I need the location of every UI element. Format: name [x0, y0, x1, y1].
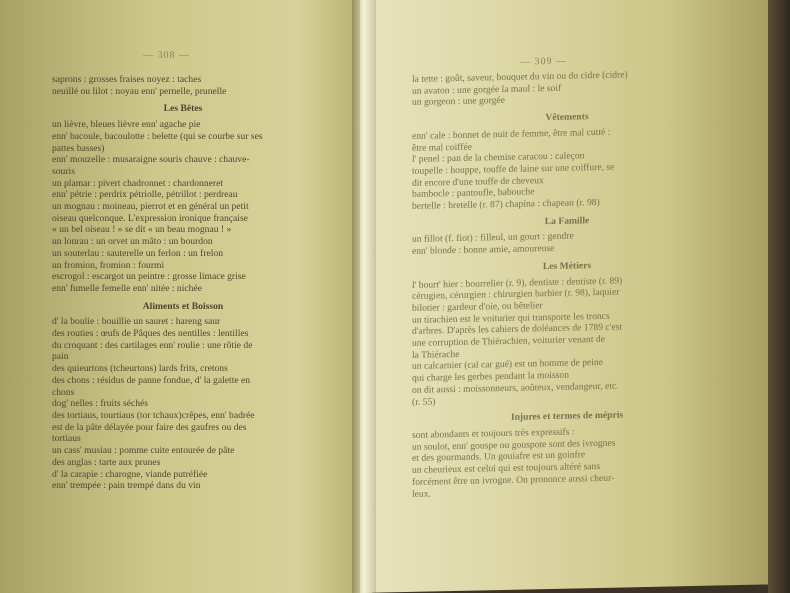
- text-line: l' bourt' hier : bourrelier (r. 9), dentiste : dentiste (r. 89): [412, 275, 623, 291]
- right-page-text: [412, 67, 722, 500]
- text-line: pattes basses): [52, 142, 105, 154]
- text-line: enn' trempée : pain trempé dans du vin: [52, 480, 201, 492]
- book-gutter: [352, 0, 376, 593]
- text-line: leux.: [412, 488, 431, 500]
- text-line: des tortiaus, tourtiaus (tor tchaux)crêpes, enn' badrée: [52, 409, 255, 421]
- text-line: un mognau : moineau, pierrot et en général un petit: [52, 201, 249, 213]
- text-line: un lonrau : un orvet un mâto : un bourdon: [52, 236, 213, 248]
- section-injures: [412, 423, 722, 500]
- section-metiers: [412, 273, 722, 408]
- text-line: tortiaus: [52, 433, 81, 445]
- text-line: enn' blonde : bonne amie, amoureuse: [412, 243, 555, 258]
- text-line: on dit aussi : moissonneurs, aoûteux, vendangeur, etc.: [412, 380, 619, 396]
- right-page-number: — 309 —: [520, 55, 567, 68]
- text-line: un souterlau : sauterelle un ferlon : un frelon: [52, 247, 224, 259]
- section-heading-metiers: Les Métiers: [542, 260, 592, 273]
- text-line: neuillé ou lilot : noyau enn' pernelle, prunelle: [52, 85, 227, 97]
- text-line: d' la carapie : charogne, viande putréfiée: [52, 468, 208, 480]
- section-aliments: [52, 316, 314, 492]
- text-line: dog' nelles : fruits séchés: [52, 398, 149, 410]
- text-line: la tette : goût, saveur, bouquet du vin ou du cidre (cidre): [412, 69, 628, 85]
- section-heading-aliments: Aliments et Boisson: [142, 300, 224, 312]
- text-line: un plamar : pivert chadronnet : chardonneret: [52, 177, 224, 189]
- text-line: pain: [52, 351, 69, 363]
- text-line: être mal coiffée: [412, 141, 473, 154]
- text-line: des anglas : tarte aux prunes: [52, 456, 161, 468]
- text-line: un fromion, fromion : fourmi: [52, 259, 165, 271]
- text-line: un cheurieux est celui qui est toujours altéré sans: [412, 461, 601, 477]
- text-line: escrogol : escargot un peintre : grosse limace grise: [52, 271, 246, 283]
- text-line: du croquant : des cartilages enn' roulie : une rôtie de: [52, 339, 253, 351]
- text-line: un cass' musiau : pomme cuite entourée de pâte: [52, 445, 235, 457]
- left-page-text: [52, 74, 314, 492]
- text-line: souris: [52, 165, 75, 177]
- text-line: (r. 55): [412, 395, 436, 408]
- text-line: bambocle : pantoufle, babouche: [412, 186, 535, 201]
- text-line: un lièvre, bleues lièvre enn' agache pie: [52, 119, 201, 131]
- book-cover-edge: [768, 0, 790, 593]
- text-line: enn' pétrie : perdrix pétriolle, pétrillot : perdreau: [52, 189, 238, 201]
- text-line: une corruption de Thiérachien, voiturier venant de: [412, 333, 605, 349]
- text-line: sont abondants et toujours très expressifs :: [412, 426, 575, 441]
- text-line: des chons : résidus de panne fondue, d' la galette en: [52, 374, 251, 386]
- text-line: l' penel : pan de la chemise caracou : caleçon: [412, 150, 585, 166]
- text-line: un avaton : une gorgée la maul : le soif: [412, 82, 562, 97]
- text-line: est de la pâte délayée pour faire des gaufres ou des: [52, 421, 247, 433]
- text-line: chons: [52, 386, 75, 398]
- section-famille: [412, 228, 722, 258]
- right-top-lines: [412, 67, 722, 109]
- text-line: un fillot (f. fiot) : filleul, un gourt : gendre: [412, 230, 574, 246]
- text-line: la Thiérache: [412, 348, 460, 361]
- text-line: oiseau quelconque. L'expression ironique française: [52, 212, 248, 224]
- section-heading-betes: Les Bêtes: [163, 103, 203, 115]
- text-line: qui charge les gerbes pendant la moisson: [412, 369, 570, 385]
- section-heading-injures: Injures et termes de mépris: [510, 409, 624, 424]
- left-page-number: — 308 —: [143, 50, 190, 61]
- section-heading-famille: La Famille: [544, 214, 590, 227]
- text-line: d' la boulie : bouillie un sauret : hareng saur: [52, 316, 221, 328]
- section-vetements: [412, 124, 722, 212]
- text-line: et des gourmands. Un gouiafre est un goinfre: [412, 449, 586, 465]
- text-line: d'arbres. D'après les cahiers de doléances de 1789 c'est: [412, 321, 623, 338]
- text-line: forcément être un ivrogne. On prononce aussi cheur-: [412, 472, 615, 488]
- text-line: enn' fumelle femelle enn' nitée : nichée: [52, 282, 202, 294]
- left-top-lines: [52, 74, 314, 97]
- text-line: saprons : grosses fraises noyez : taches: [52, 74, 202, 85]
- text-line: bilotier : gardeur d'oie, ou bêtelier: [412, 300, 543, 314]
- text-line: enn' mouzelle : musaraigne souris chauve : chauve-: [52, 154, 250, 166]
- section-betes: [52, 119, 314, 295]
- right-page: [360, 0, 770, 593]
- text-line: « un bel oiseau ! » se dit « un beau mognau ! »: [52, 224, 232, 236]
- text-line: dit encore d'une touffe de cheveux: [412, 174, 544, 189]
- text-line: un tirachien est le voiturier qui transporte les troncs: [412, 310, 610, 326]
- left-page: [0, 0, 372, 593]
- text-line: un gorgeon : une gorgée: [412, 95, 505, 109]
- text-line: des quieurtons (tcheurtons) lards frits, cretons: [52, 363, 228, 375]
- text-line: bertelle : bretelle (r. 87) chapina : chapeau (r. 98): [412, 197, 600, 212]
- text-line: un soulot, enn' gouspe ou gouspote sont des ivrognes: [412, 437, 616, 453]
- text-line: un calcarnier (cal car gué) est un homme de peine: [412, 357, 603, 373]
- text-line: cérugien, cérurgien : chirurgien barbier (r. 98), laquier: [412, 286, 620, 303]
- text-line: toupelle : houppe, touffe de laine sur une coiffure, se: [412, 161, 615, 177]
- section-heading-vetements: Vêtements: [545, 111, 589, 124]
- text-line: enn' bacoule, bacoulotte : belette (qui se courbe sur ses: [52, 130, 263, 142]
- text-line: enn' cale : bonnet de nuit de femme, être mal cutté :: [412, 126, 611, 142]
- text-line: des routies : œufs de Pâques des nentilles : lentilles: [52, 328, 249, 340]
